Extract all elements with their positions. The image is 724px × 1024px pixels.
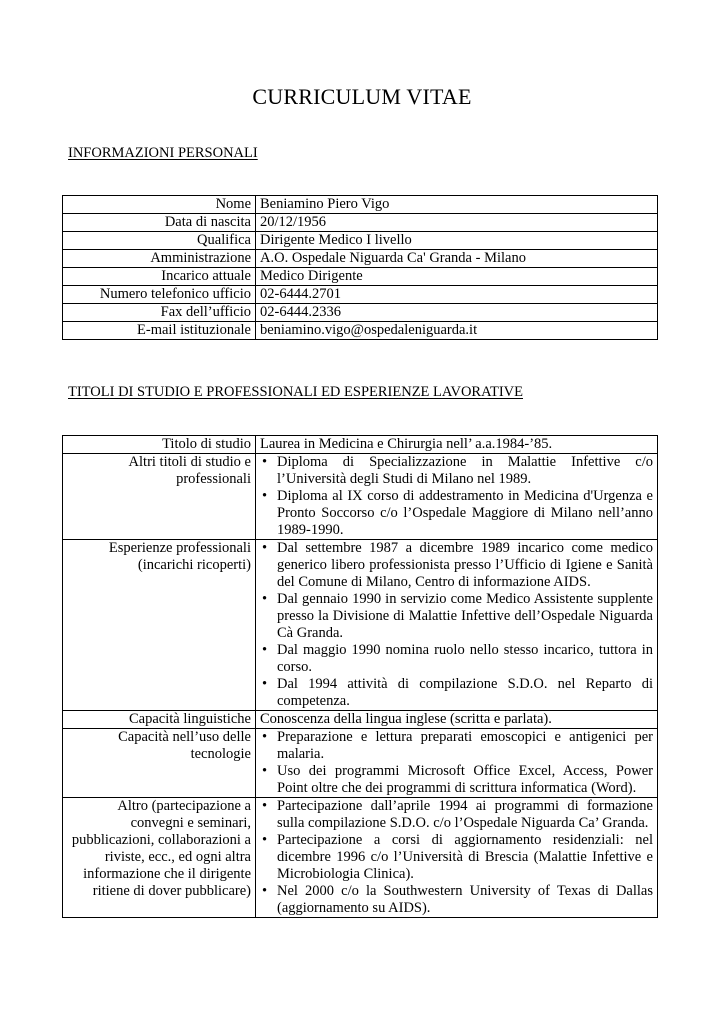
table-row	[63, 711, 658, 729]
document-title: CURRICULUM VITAE	[252, 84, 472, 109]
row-label: Fax dell’ufficio	[63, 304, 256, 322]
list-item: • Diploma al IX corso di addestramento in Medicina d'Urgenza e Pronto Soccorso c/o l’Ospedale Maggiore di Milano nell’anno 1989-1990.	[260, 488, 653, 539]
row-value	[256, 540, 658, 711]
list-item: • Dal 1994 attività di compilazione S.D.O. nel Reparto di competenza.	[260, 676, 653, 710]
table-row	[63, 436, 658, 454]
list-item: • Partecipazione dall’aprile 1994 ai programmi di formazione sulla compilazione S.D.O. c/o l’Ospedale Niguarda Ca’ Granda.	[260, 798, 653, 832]
row-label: Altro (partecipazione a convegni e seminari, pubblicazioni, collaborazioni a riviste, ecc., ed ogni altra informazione che il dirigente ritiene di dover pubblicare)	[63, 798, 256, 918]
table-row	[63, 729, 658, 798]
row-label: Nome	[63, 196, 256, 214]
personal-info-table	[62, 195, 658, 340]
list-item: • Dal gennaio 1990 in servizio come Medico Assistente supplente presso la Divisione di Malattie Infettive dell’Ospedale Niguarda Cà Granda.	[260, 591, 653, 642]
row-value: A.O. Ospedale Niguarda Ca' Granda - Milano	[256, 250, 658, 268]
row-label: Numero telefonico ufficio	[63, 286, 256, 304]
row-label: Incarico attuale	[63, 268, 256, 286]
row-label: Capacità linguistiche	[63, 711, 256, 729]
row-value: Conoscenza della lingua inglese (scritta e parlata).	[256, 711, 658, 729]
list-item: • Dal settembre 1987 a dicembre 1989 incarico come medico generico libero professionista presso l’Ufficio di Igiene e Sanità del Comune di Milano, Centro di informazione AIDS.	[260, 540, 653, 591]
row-label: Altri titoli di studio e professionali	[63, 454, 256, 540]
row-label: Titolo di studio	[63, 436, 256, 454]
row-value: Laurea in Medicina e Chirurgia nell’ a.a.1984-’85.	[256, 436, 658, 454]
row-value: 20/12/1956	[256, 214, 658, 232]
bullet-list	[260, 454, 653, 539]
bullet-list	[260, 729, 653, 797]
studies-heading: TITOLI DI STUDIO E PROFESSIONALI ED ESPERIENZE LAVORATIVE	[68, 384, 523, 400]
row-value: 02-6444.2336	[256, 304, 658, 322]
row-label: Amministrazione	[63, 250, 256, 268]
row-value	[256, 798, 658, 918]
table-row	[63, 196, 658, 214]
list-item: • Dal maggio 1990 nomina ruolo nello stesso incarico, tuttora in corso.	[260, 642, 653, 676]
table-row	[63, 232, 658, 250]
row-label: Esperienze professionali (incarichi ricoperti)	[63, 540, 256, 711]
list-item: • Partecipazione a corsi di aggiornamento residenziali: nel dicembre 1996 c/o l’Università di Brescia (Malattie Infettive e Microbiologia Clinica).	[260, 832, 653, 883]
email-value: beniamino.vigo@ospedaleniguarda.it	[256, 322, 658, 340]
row-label: Data di nascita	[63, 214, 256, 232]
row-value	[256, 454, 658, 540]
list-item: • Nel 2000 c/o la Southwestern University of Texas di Dallas (aggiornamento su AIDS).	[260, 883, 653, 917]
row-label: E-mail istituzionale	[63, 322, 256, 340]
row-label: Capacità nell’uso delle tecnologie	[63, 729, 256, 798]
bullet-list	[260, 540, 653, 710]
table-row	[63, 322, 658, 340]
table-row	[63, 540, 658, 711]
table-row	[63, 286, 658, 304]
studies-table	[62, 435, 658, 918]
table-row	[63, 268, 658, 286]
row-value: Dirigente Medico I livello	[256, 232, 658, 250]
list-item: • Uso dei programmi Microsoft Office Excel, Access, Power Point oltre che dei programmi di scrittura informatica (Word).	[260, 763, 653, 797]
personal-info-heading: INFORMAZIONI PERSONALI	[68, 145, 258, 161]
list-item: • Preparazione e lettura preparati emoscopici e antigenici per malaria.	[260, 729, 653, 763]
table-row	[63, 304, 658, 322]
row-value: Beniamino Piero Vigo	[256, 196, 658, 214]
row-value	[256, 729, 658, 798]
list-item: • Diploma di Specializzazione in Malattie Infettive c/o l’Università degli Studi di Milano nel 1989.	[260, 454, 653, 488]
table-row	[63, 214, 658, 232]
bullet-list	[260, 798, 653, 917]
row-value: Medico Dirigente	[256, 268, 658, 286]
table-row	[63, 454, 658, 540]
row-label: Qualifica	[63, 232, 256, 250]
table-row	[63, 798, 658, 918]
row-value: 02-6444.2701	[256, 286, 658, 304]
table-row	[63, 250, 658, 268]
